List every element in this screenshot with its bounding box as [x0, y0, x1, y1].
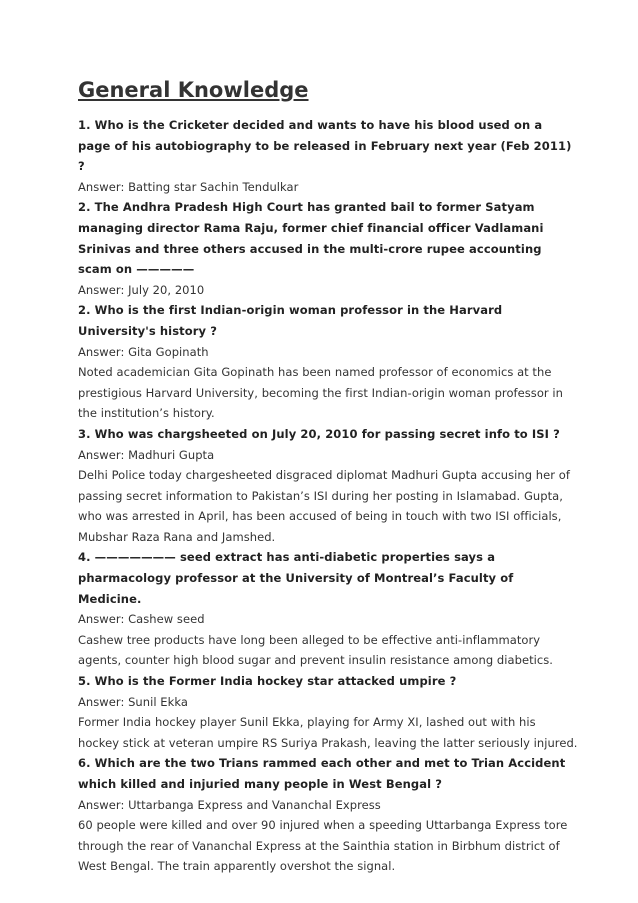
question-1: 1. Who is the Cricketer decided and wants to have his blood used on a page of his autobiography to be released in February next year (Feb 2011) ?	[78, 118, 572, 174]
question-5: 5. Who is the Former India hockey star attacked umpire ?	[78, 674, 457, 689]
question-3: 3. Who was chargsheeted on July 20, 2010 for passing secret info to ISI ?	[78, 426, 560, 441]
question-2a: 2. The Andhra Pradesh High Court has granted bail to former Satyam managing director Rama Raju, former chief financial officer Vadlamani Srinivas and three others accused in the multi-crore rupee accounting scam on —————	[78, 200, 544, 277]
document-page	[78, 76, 578, 877]
page-title: General Knowledge	[78, 78, 309, 102]
note-5: Former India hockey player Sunil Ekka, playing for Army XI, lashed out with his hockey stick at veteran umpire RS Suriya Prakash, leaving the latter seriously injured.	[78, 715, 578, 750]
note-2b: Noted academician Gita Gopinath has been named professor of economics at the prestigious Harvard University, becoming the first Indian-origin woman professor in the institution’s history.	[78, 365, 563, 421]
question-4: 4. ——————— seed extract has anti-diabetic properties says a pharmacology professor at the University of Montreal’s Faculty of Medicine.	[78, 550, 514, 606]
answer-5: Answer: Sunil Ekka	[78, 694, 188, 709]
answer-2b: Answer: Gita Gopinath	[78, 344, 209, 359]
answer-1: Answer: Batting star Sachin Tendulkar	[78, 179, 299, 194]
answer-4: Answer: Cashew seed	[78, 612, 205, 627]
question-6: 6. Which are the two Trians rammed each other and met to Trian Accident which killed and injuried many people in West Bengal ?	[78, 756, 566, 791]
answer-6: Answer: Uttarbanga Express and Vananchal Express	[78, 797, 381, 812]
question-2b: 2. Who is the first Indian-origin woman professor in the Harvard University's history ?	[78, 303, 503, 338]
note-3: Delhi Police today chargesheeted disgraced diplomat Madhuri Gupta accusing her of passing secret information to Pakistan’s ISI during her posting in Islamabad. Gupta, who was arrested in April, has been accused of being in touch with two ISI officials, Mubshar Raza Rana and Jamshed.	[78, 468, 570, 544]
answer-2a: Answer: July 20, 2010	[78, 282, 205, 297]
note-4: Cashew tree products have long been alleged to be effective anti-inflammatory agents, counter high blood sugar and prevent insulin resistance among diabetics.	[78, 632, 554, 668]
note-6: 60 people were killed and over 90 injured when a speeding Uttarbanga Express tore through the rear of Vananchal Express at the Sainthia station in Birbhum district of West Bengal. The train apparently overshot the signal.	[78, 818, 568, 874]
answer-3: Answer: Madhuri Gupta	[78, 447, 215, 462]
